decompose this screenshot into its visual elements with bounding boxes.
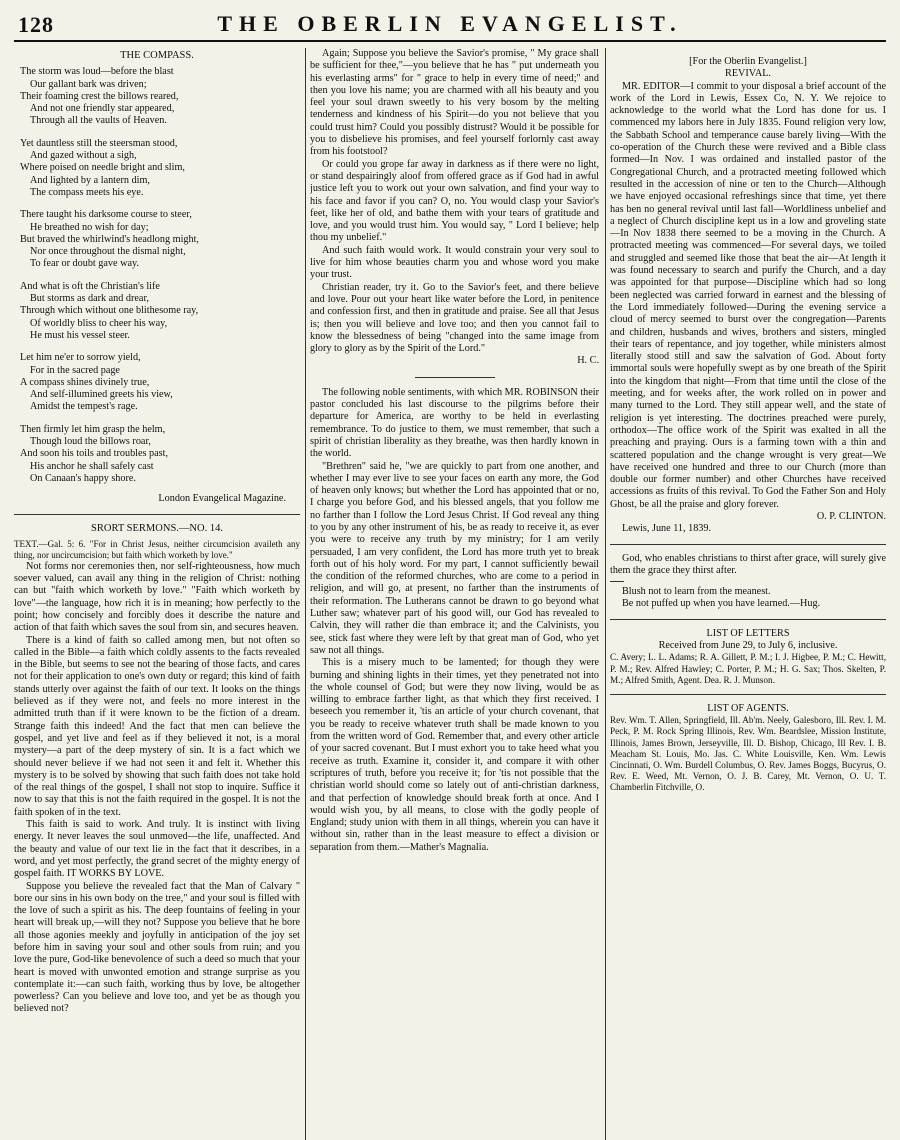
poem-line: And gazed without a sigh, — [30, 150, 137, 162]
letters-heading: LIST OF LETTERS — [706, 627, 790, 639]
poem-stanza — [14, 138, 300, 199]
robinson-paragraph: "Brethren" said he, "we are quickly to part from one another, and whether I may ever live to see your faces on earth any more, the God of heaven only knows; but whether the Lord has appointed that or no, I charge you before God, and his blessed angels, that you follow me no farther than I follow the Lord Jesus Christ. If God reveal any thing to you by any other instrument of his, be as ready to receive it, as ever you were to receive any truth by my ministry; for I am verily persuaded, I am very confident, the Lord has more truth yet to break forth out of his holy word. For my part, I cannot sufficiently bewail the condition of the reformed churches, who are come to a period in religion, and will go, at present, no farther than the instruments of their reformation. The Lutherans cannot be drawn to go beyond what Luther saw; whatever part of his good will, our God has revealed to Calvin, they will rather die than embrace it; and the Calvinists, you see, stick fast where they were left by that great man of God, who yet saw not all things. — [310, 460, 599, 656]
poem-title: THE COMPASS. — [120, 50, 194, 61]
column-divider — [605, 48, 606, 1140]
divider — [610, 619, 886, 620]
poem-line: And not one friendly star appeared, — [30, 103, 175, 115]
sermon-paragraph: Again; Suppose you believe the Savior's promise, " My grace shall be sufficient for thee,"—you believe that he has " put underneath you his everlasting arms" for " grace to help in every time of need;" and then you love his name; you are charmed with all his beauty and you feel your soul drawn sweetly to his very bosom by the melting tenderness and kindness of his Spirit—do you not believe that you could trust him? Could you possibly distrust? Would it be possible for you to disbelieve his promises, and feel yourself forlornly cast away from his footstool? — [310, 48, 599, 158]
poem-line: Through all the vaults of Heaven. — [30, 115, 167, 127]
revival-signature: O. P. CLINTON. — [816, 510, 886, 522]
poem-line: And lighted by a lantern dim, — [30, 174, 150, 186]
sermon-paragraph: This faith is said to work. And truly. It is instinct with living energy. It never leaves the soul unmoved—the life, unaffected. And the beauty and value of our text lie in the fact that it describes, in a word, and yet most perfectly, the grand secret of the mighty energy of gospel faith. IT WORKS BY LOVE. — [14, 819, 300, 880]
column-2 — [310, 48, 599, 1140]
revival-paragraph: MR. EDITOR—I commit to your disposal a brief account of the work of the Lord in Lewis, Essex Co, N. Y. We rejoice to acknowledge to the world what the Lord has done for us. I commenced my labors here in July 1835. Found religion very low, the Sabbath School and temperance cause barely living—With the co-operation of the Church these were revived and a Bible class formed—In Nov. I was ordained and installed pastor of the Congregational Church, and a protracted meeting followed which resulted in the accession of nine or ten to the Church—Although we have enjoyed occasional refreshings since that time, yet there has ben no general revival until last fall—Worldliness unbelief and a neglect of Church discipline kept us in a low and groveling state—In Nov 1838 there seemed to be a moving in the Church. A protracted meeting was commenced—For several days, we toiled and struggled and seemed like those that beat the air—At length it was found necessary to search and purify the Church, and a day was appointed for that purpose—Discipline which had so long been neglected was carried forward in earnest and the blessing of the Lord immediately followed—During the evening service a cloud of mercy seemed to burst over the congregation—Parents and children, husbands and wives, brothers and sisters, mingled their tears of repentance, and joy together, while ministers almost literally stood still and saw the salvation of God. About forty immortal souls were hopefully swept as by one breath of the Spirit into the kingdom that night—From that time until the close of the meeting, and for weeks after, the work rolled on in power and many turned to the Lord. They still appear well, and the state of religion is yet interesting. The doctrines preached were purely, orthodox—The office work of the Spirit was exalted in all the preaching and praying. Ours is a farming town with a thin and scattered population and the change wrought is very great—We have received one hundred and three to our Church (more than double our former number) and other Churches have received accessions as fruits of this revival. To God the Father Son and Holy Ghost, be all the praise and glory forever. — [610, 80, 886, 510]
poem-stanza — [14, 209, 300, 270]
poem-line: He breathed no wish for day; — [30, 221, 149, 233]
letters-subheading: Received from June 29, to July 6, inclusive. — [658, 640, 838, 652]
poem-line: But storms as dark and drear, — [30, 293, 149, 305]
robinson-paragraph: The following noble sentiments, with which MR. ROBINSON their pastor concluded his last discourse to the pilgrims before their departure for America, are worthy to be held in everlasting remembrance. To do justice to them, we must remember, that such a spirit of christian liberality as they breathe, was then hardly known in the world. — [310, 386, 599, 460]
sermon-paragraph: And such faith would work. It would constrain your very soul to live for him whose beauties charm you and whose word you make your trust. — [310, 244, 599, 281]
divider — [610, 694, 886, 695]
poem-line: Then firmly let him grasp the helm, — [20, 423, 166, 435]
columns — [14, 48, 886, 1140]
poem-line: A compass shines divinely true, — [20, 376, 150, 388]
poem-line: Their foaming crest the billows reared, — [20, 90, 179, 102]
revival-dateline: Lewis, June 11, 1839. — [622, 523, 712, 535]
poem-line: To fear or doubt gave way. — [30, 258, 139, 270]
divider — [610, 544, 886, 545]
sermon-text-line: TEXT.—Gal. 5: 6. "For in Christ Jesus, neither circumcision availeth any thing, nor uncircumcision; but faith which worketh by love." — [14, 538, 300, 560]
poem-credit: London Evangelical Magazine. — [158, 493, 286, 505]
poem-line: Our gallant bark was driven; — [30, 78, 147, 90]
poem-line: The compass meets his eye. — [30, 186, 144, 198]
sermon-paragraph: Or could you grope far away in darkness as if there were no light, or stand despairingly aloof from offered grace as if God had in awful justice left you to work out your own salvation, and find your way to his face and favor if you can? O, no. You would clasp your Savior's feet, like her of old, and bathe them with your tears of gratitude and love, and you would trust him. You would say, " Lord I believe; help thou my unbelief." — [310, 158, 599, 244]
column-1 — [14, 48, 300, 1140]
revival-source: [For the Oberlin Evangelist.] — [689, 56, 807, 67]
letters-entries: C. Avery; L. L. Adams; R. A. Gillett, P. M.; I. J. Higbee, P. M.; C. Hewitt, P. M.; Rev. Alfred Hawley; C. Porter, P. M.; H. G. Sax; Thos. Skelten, P. M.; Alfred Smith, Agent. Dea. R. J. Munson. — [610, 652, 886, 685]
poem-stanza — [14, 424, 300, 485]
poem-line: Through which without one blithesome ray, — [20, 305, 199, 317]
masthead-title: THE OBERLIN EVANGELIST. — [217, 11, 683, 36]
sermon-signature: H. C. — [577, 355, 599, 367]
divider — [610, 581, 624, 582]
poem-line: Of worldly bliss to cheer his way, — [30, 317, 168, 329]
page-number: 128 — [18, 12, 54, 37]
sermon-heading: SRORT SERMONS.—NO. 14. — [91, 522, 223, 534]
poem-line: Amidst the tempest's rage. — [30, 401, 138, 413]
poem-line: On Canaan's happy shore. — [30, 472, 136, 484]
poem-line: Yet dauntless still the steersman stood, — [20, 137, 178, 149]
agents-heading: LIST OF AGENTS. — [707, 702, 789, 714]
divider — [415, 377, 495, 378]
poem-line: And what is oft the Christian's life — [20, 280, 160, 292]
poem-line: Nor once throughout the dismal night, — [30, 246, 186, 258]
divider — [14, 514, 300, 515]
column-divider — [305, 48, 306, 1140]
poem-line: There taught his darksome course to steer, — [20, 209, 192, 221]
sermon-paragraph: Not forms nor ceremonies then, nor self-righteousness, how much soever valued, can avail any thing in the religion of Christ: nothing can but "faith which worketh by love." "Faith which worketh by love"—the language, how rich it is in meaning; how perfectly to the point; how concisely and forcibly does it describe the nature and action of that faith which saves the soul from sin, and secures heaven. — [14, 560, 300, 634]
revival-heading: REVIVAL. — [725, 68, 771, 80]
sermon-paragraph: Suppose you believe the revealed fact that the Man of Calvary " bore our sins in his own body on the tree," and your soul is filled with the love of such a spirit as his. The deep fountains of feeling in your heart will break up,—will they not? Suppose you believe that he bore all those agonies meekly and joyfully in anticipation of the joy set before him in saving your soul and other souls from ruin; and you love the pure, God-like benevolence of such a deed so much that your heart is moved with unwonted emotion and strange surprise as you contemplate it:—can such faith, working thus by love, be altogether powerless? Can you believe and love too, and yet be as though you believed not? — [14, 880, 300, 1015]
maxim: Be not puffed up when you have learned.—Hug. — [622, 598, 821, 610]
poem-line: And self-illumined greets his view, — [30, 389, 173, 401]
sermon-paragraph: Christian reader, try it. Go to the Savior's feet, and there believe and love. Pour out your heart like water before the Lord, in penitence and confession first, and then in gratitude and praise. See all that Jesus is; then you will believe and love too; and then you cannot fail to know the blessedness of being "changed into the same image from glory to glory as by the Spirit of the Lord." — [310, 281, 599, 355]
poem-line: The storm was loud—before the blast — [20, 66, 174, 78]
poem-body — [14, 66, 300, 485]
poem-line: His anchor he shall safely cast — [30, 460, 154, 472]
column-3 — [610, 48, 886, 1140]
poem-line: Where poised on needle bright and slim, — [20, 162, 185, 174]
robinson-paragraph: This is a misery much to be lamented; for though they were burning and shining lights in their times, yet they penetrated not into the whole counsel of God; but were they now living, would be as willing to embrace farther light, as that which they first received. I beseech you remember it, 'tis an article of your church covenant, that you be ready to receive whatever truth shall be made known to you from the written word of God. Remember that, and every other article of your sacred covenant. But I must exhort you to take heed what you receive as truth. Examine it, consider it, and compare it with other scriptures of truth, before you receive it; for 'tis not possible that the christian world should come so lately out of anti-christian darkness, and that perfection of knowledge should break forth at once. And I would wish you, by all means, to close with the godly people of England; study union with them in all things, wherein you can have it without sin, rather than in the least measure to effect a division or separation from them.—Mather's Magnalia. — [310, 657, 599, 853]
sermon-paragraph: There is a kind of faith so called among men, but not often so called in the Bible—a faith which coldly assents to the facts revealed in the Bible, but seems to see not the bearing of those facts, and cares not for their application to one's own duty or regard; this kind of faith stands utterly over against the faith of our text. It looks on the things believed as if they were not, and feels no more interest in the admitted truth than if it were known to be the fiction of a dream. Strange faith this indeed! And the fact that men can believe the gospel, and yet live and feel as if they believed it not, is a moral mystery—a part of the deep mystery of sin. It is a fact which we should never believe if we had not seen it and felt it. Whether this mystery is to be solved by showing that such faith does not take hold of the real things of the gospel, I shall not stop to inquire. Suffice it now to say that this is not the faith required in the gospel. It is not the faith spoken of in the text. — [14, 634, 300, 818]
poem-line: Though loud the billows roar, — [30, 436, 151, 448]
poem-stanza — [14, 352, 300, 413]
maxim: Blush not to learn from the meanest. — [622, 586, 771, 598]
poem-line: For in the sacred page — [30, 364, 120, 376]
poem-stanza — [14, 281, 300, 342]
poem-line: But braved the whirlwind's headlong might, — [20, 233, 199, 245]
poem-line: And soon his toils and troubles past, — [20, 448, 168, 460]
agents-entries: Rev. Wm. T. Allen, Springfield, Ill. Ab'm. Neely, Galesboro, Ill. Rev. I. M. Peck, P. M. Rock Spring Illinois, Rev. Wm. Beardslee, Mission Institute, Illinois, James Brown, Jerseyville, Ill. D. Bishop, Chicago, Ill Rev. I. B. Meacham St. Louis, Mo. Jas. C. White Louisville, Ken. Wm. Lewis Cincinnati, O. Wm. Burdell Columbus, O. Rev. James Boggs, Bucyrus, O. Rev. E. Weed, Mt. Vernon, O. J. B. Carey, Mt. Vernon, O. U. T. Chamberlin Fitchville, O. — [610, 715, 886, 793]
poem-line: He must his vessel steer. — [30, 329, 130, 341]
masthead — [14, 10, 886, 42]
poem-stanza — [14, 66, 300, 127]
poem-line: Let him ne'er to sorrow yield, — [20, 352, 141, 364]
maxim: God, who enables christians to thirst after grace, will surely give them the grace they thirst after. — [610, 552, 886, 576]
